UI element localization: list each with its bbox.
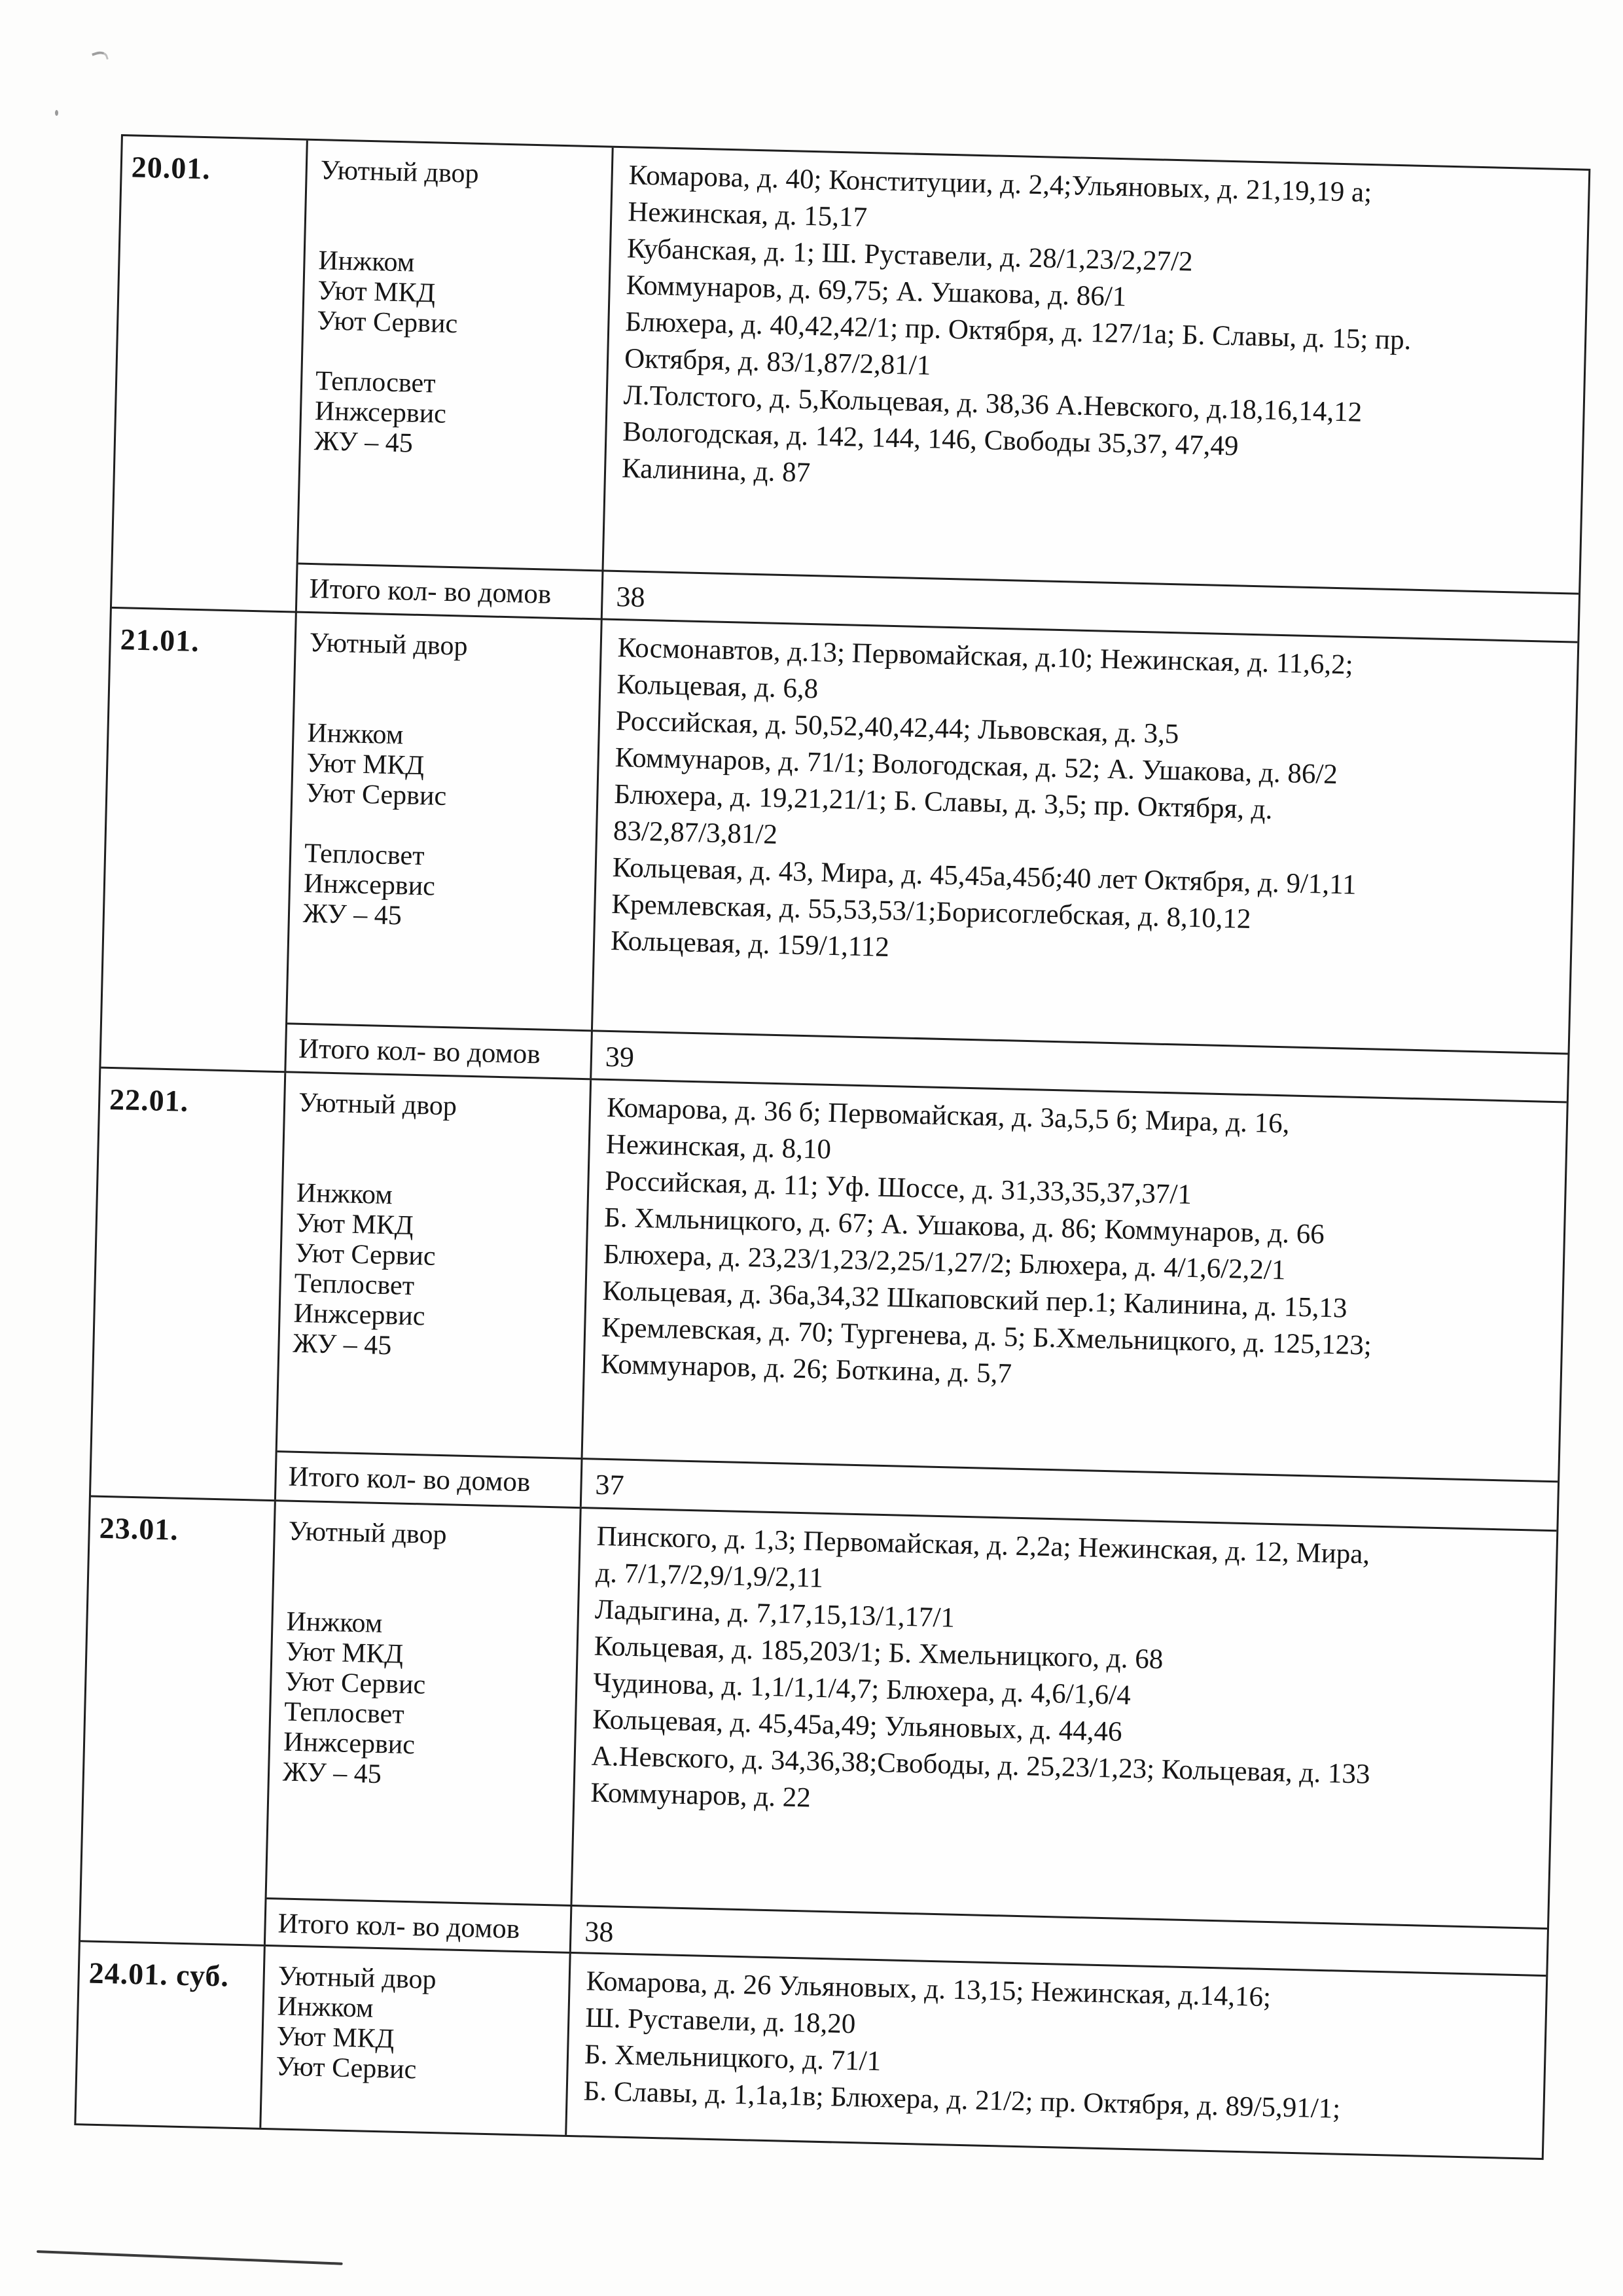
schedule-table	[74, 134, 1590, 2160]
day-block-22-01	[91, 1069, 1567, 1532]
total-label: Итого кол- во домов	[297, 563, 604, 619]
total-value: 39	[592, 1030, 1567, 1101]
day-block-24-01	[76, 1942, 1546, 2158]
total-label: Итого кол- во домов	[286, 1022, 593, 1078]
total-label: Итого кол- во домов	[266, 1897, 573, 1952]
ink-dot-artifact	[55, 110, 58, 116]
date-cell: 24.01. суб.	[76, 1942, 265, 2128]
total-value: 38	[571, 1905, 1547, 1975]
pen-squiggle-artifact	[92, 49, 109, 63]
date-cell: 20.01.	[112, 136, 308, 611]
date-cell: 21.01.	[101, 609, 296, 1071]
bottom-scan-line-artifact	[37, 2250, 343, 2265]
day-block-20-01	[112, 136, 1588, 643]
total-value: 38	[603, 570, 1578, 641]
addresses-cell: Комарова, д. 26 Ульяновых, д. 13,15; Нежинская, д.14,16; Ш. Руставели, д. 18,20 Б. Хмельницкого, д. 71/1 Б. Славы, д. 1,1а,1в; Блюхера, д. 21/2; пр. Октября, д. 89/5,91/1;	[583, 1965, 1341, 2125]
addresses-cell: Комарова, д. 40; Конституции, д. 2,4;Ульяновых, д. 21,19,19 а; Нежинская, д. 15,17 Кубанская, д. 1; Ш. Руставели, д. 28/1,23/2,27/2 Коммунаров, д. 69,75; А. Ушакова, д. 86/1 Блюхера, д. 40,42,42/1; пр. Октября, д. 127/1а; Б. Славы, д. 15; пр. Октября, д. 83/1,87/2,81/1 Л.Толстого, д. 5,Кольцевая, д. 38,36 А.Невского, д.18,16,14,12 Вологодская, д. 142, 144, 146, Свободы 35,37, 47,49 Калинина, д. 87	[621, 160, 1412, 488]
day-block-21-01	[101, 609, 1577, 1103]
addresses-cell: Космонавтов, д.13; Первомайская, д.10; Нежинская, д. 11,6,2; Кольцевая, д. 6,8 Российская, д. 50,52,40,42,44; Львовская, д. 3,5 Коммунаров, д. 71/1; Вологодская, д. 52; А. Ушакова, д. 86/2 Блюхера, д. 19,21,21/1; Б. Славы, д. 3,5; пр. Октября, д. 83/2,87/3,81/2 Кольцевая, д. 43, Мира, д. 45,45а,45б;40 лет Октября, д. 9/1,11 Кремлевская, д. 55,53,53/1;Борисоглебская, д. 8,10,12 Кольцевая, д. 159/1,112	[610, 632, 1357, 963]
total-value: 37	[582, 1458, 1558, 1530]
companies-cell: Уютный двор Инжком Уют МКД Уют Сервис Теплосвет Инжсервис ЖУ – 45	[287, 613, 603, 1030]
day-block-23-01	[80, 1497, 1556, 1977]
companies-cell: Уютный двор Инжком Уют МКД Уют Сервис Теплосвет Инжсервис ЖУ – 45	[298, 141, 614, 570]
total-label: Итого кол- во домов	[276, 1450, 583, 1507]
companies-cell: Уютный двор Инжком Уют МКД Уют Сервис	[261, 1946, 571, 2135]
companies-cell: Уютный двор Инжком Уют МКД Уют Сервис Теплосвет Инжсервис ЖУ – 45	[267, 1501, 582, 1905]
companies-cell: Уютный двор Инжком Уют МКД Уют Сервис Теплосвет Инжсервис ЖУ – 45	[277, 1073, 592, 1458]
addresses-cell: Комарова, д. 36 б; Первомайская, д. 3а,5,5 б; Мира, д. 16, Нежинская, д. 8,10 Российская, д. 11; Уф. Шоссе, д. 31,33,35,37,37/1 Б. Хмльницкого, д. 67; А. Ушакова, д. 86; Коммунаров, д. 66 Блюхера, д. 23,23/1,23/2,25/1,27/2; Блюхера, д. 4/1,6/2,2/1 Кольцевая, д. 36а,34,32 Шкаповский пер.1; Калинина, д. 15,13 Кремлевская, д. 70; Тургенева, д. 5; Б.Хмельницкого, д. 125,123; Коммунаров, д. 26; Боткина, д. 5,7	[600, 1092, 1372, 1390]
addresses-cell: Пинского, д. 1,3; Первомайская, д. 2,2а; Нежинская, д. 12, Мира, д. 7/1,7/2,9/1,9/2,11 Ладыгина, д. 7,17,15,13/1,17/1 Кольцевая, д. 185,203/1; Б. Хмельницкого, д. 68 Чудинова, д. 1,1/1,1/4,7; Блюхера, д. 4,6/1,6/4 Кольцевая, д. 45,45а,49; Ульяновых, д. 44,46 А.Невского, д. 34,36,38;Свободы, д. 25,23/1,23; Кольцевая, д. 133 Коммунаров, д. 22	[590, 1520, 1370, 1814]
date-cell: 23.01.	[80, 1497, 276, 1944]
date-cell: 22.01.	[91, 1069, 286, 1499]
